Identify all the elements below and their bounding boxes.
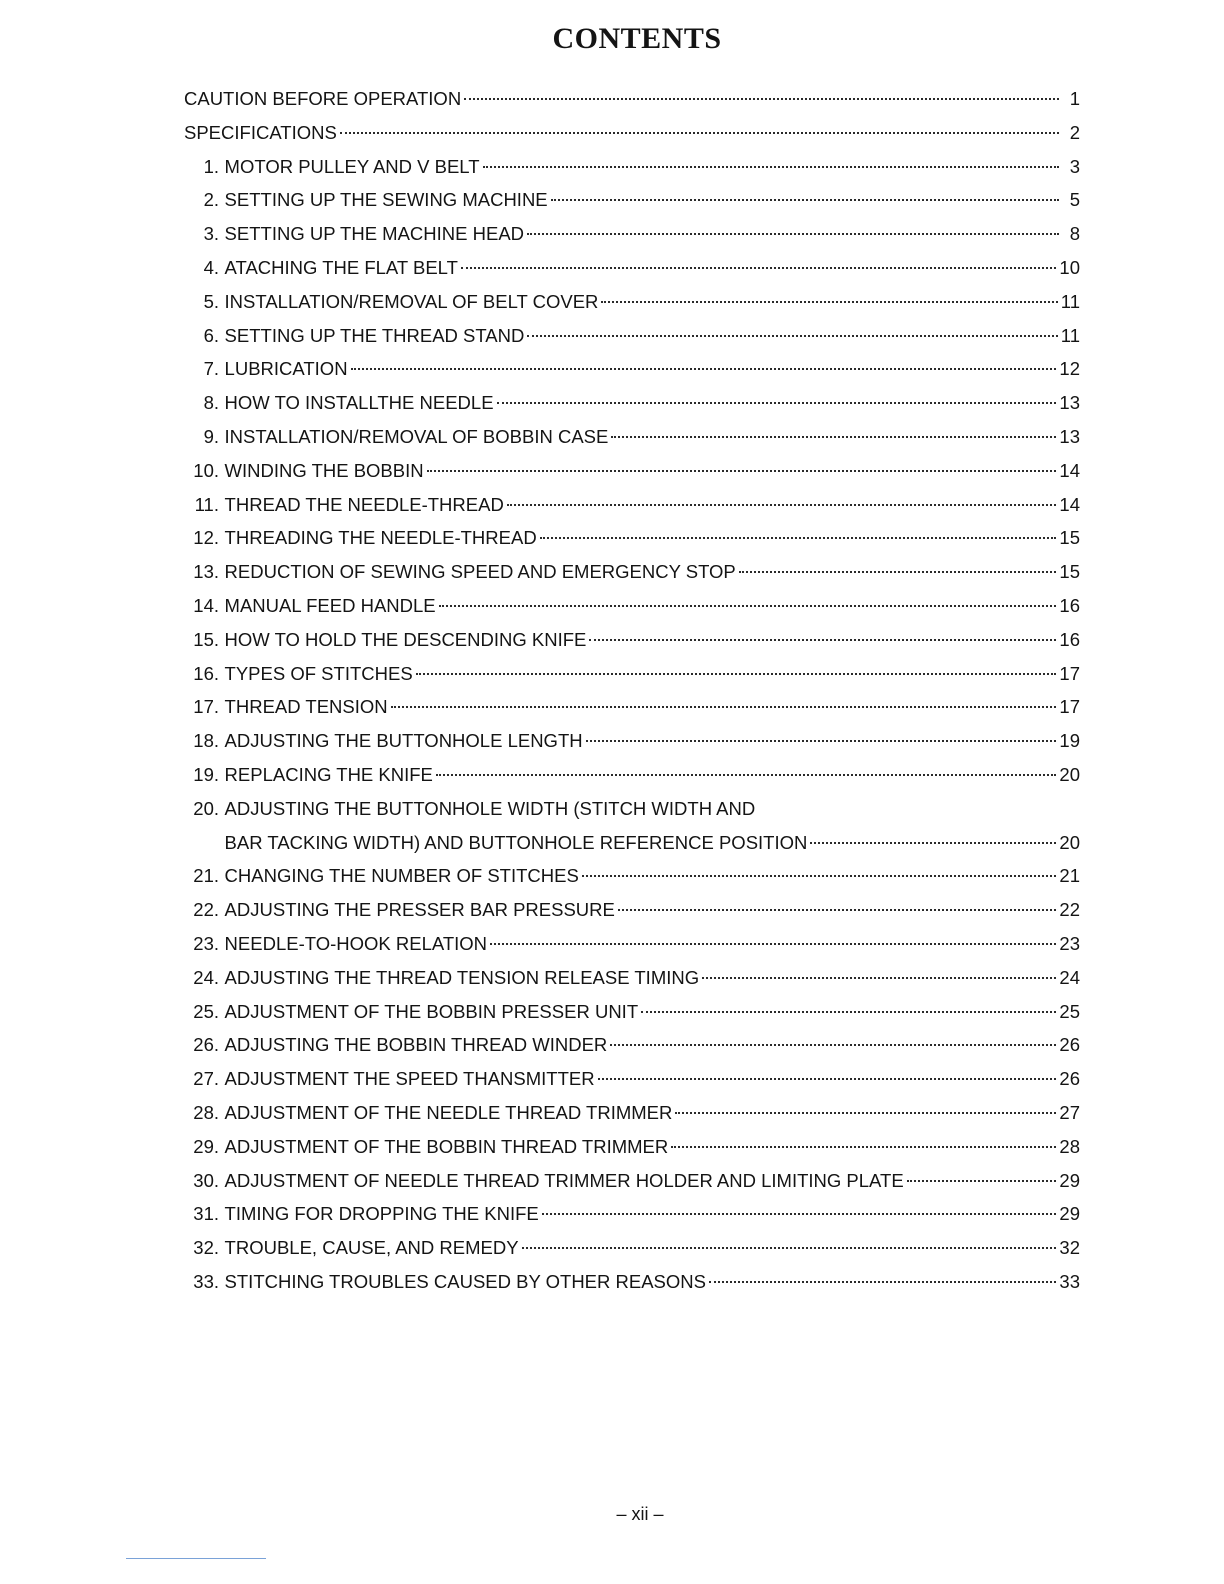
- dot-leader: [810, 836, 1056, 844]
- toc-entry-page: 3: [1069, 155, 1080, 177]
- toc-entry-page: 22: [1059, 899, 1080, 921]
- toc-entry-number: 26.: [193, 1034, 219, 1056]
- dot-leader: [490, 937, 1056, 945]
- toc-entry-title: INSTALLATION/REMOVAL OF BELT COVER: [224, 290, 599, 312]
- toc-entry[interactable]: [184, 762, 1080, 796]
- toc-entry[interactable]: [184, 424, 1080, 458]
- toc-entry-multiline: [225, 796, 1080, 864]
- toc-entry-page: 14: [1059, 459, 1080, 481]
- toc-entry-number: 21.: [193, 865, 219, 887]
- toc-entry-number: 12.: [193, 527, 219, 549]
- toc-entry-page: 15: [1059, 561, 1080, 583]
- toc-entry-number: 23.: [193, 932, 219, 954]
- toc-entry-page: 13: [1059, 425, 1080, 447]
- toc-entry[interactable]: [184, 390, 1080, 424]
- toc-entry[interactable]: [184, 1269, 1080, 1303]
- toc-entry-number: 5.: [203, 290, 219, 312]
- toc-entry[interactable]: [184, 796, 1080, 864]
- toc-entry-number: 22.: [193, 899, 219, 921]
- toc-entry[interactable]: [184, 356, 1080, 390]
- toc-entry[interactable]: [184, 221, 1080, 255]
- toc-entry[interactable]: [184, 458, 1080, 492]
- toc-entry-number: 16.: [193, 662, 219, 684]
- toc-entry-page: 28: [1059, 1135, 1080, 1157]
- toc-entry-title: ADJUSTING THE BOBBIN THREAD WINDER: [224, 1034, 608, 1056]
- toc-entry[interactable]: [184, 1032, 1080, 1066]
- dot-leader: [582, 869, 1057, 877]
- toc-entry-page: 19: [1059, 730, 1080, 752]
- toc-entry-number: 1.: [203, 155, 219, 177]
- toc-entry-title: ADJUSTMENT OF THE BOBBIN THREAD TRIMMER: [224, 1135, 669, 1157]
- toc-entry-number: 32.: [193, 1237, 219, 1259]
- toc-entry-number: 11.: [194, 493, 219, 515]
- toc-entry-title: MOTOR PULLEY AND V BELT: [224, 155, 480, 177]
- toc-entry[interactable]: [184, 931, 1080, 965]
- dot-leader: [527, 227, 1059, 235]
- toc-entry-page: 17: [1059, 696, 1080, 718]
- dot-leader: [340, 126, 1059, 134]
- toc-entry-number: 9.: [203, 425, 219, 447]
- toc-entry[interactable]: [184, 1066, 1080, 1100]
- dot-leader: [671, 1140, 1056, 1148]
- toc-entry[interactable]: [184, 86, 1080, 120]
- toc-entry-page: 10: [1059, 256, 1080, 278]
- toc-entry-number: 30.: [193, 1169, 219, 1191]
- toc-entry-page: 11: [1060, 324, 1080, 346]
- dot-leader: [483, 160, 1059, 168]
- toc-entry-page: 17: [1059, 662, 1080, 684]
- page-number: – xii –: [616, 1504, 664, 1524]
- dot-leader: [527, 329, 1057, 337]
- dot-leader: [586, 734, 1057, 742]
- dot-leader: [610, 1038, 1056, 1046]
- toc-entry-number: 15.: [193, 628, 219, 650]
- toc-entry-title: CHANGING THE NUMBER OF STITCHES: [224, 865, 579, 887]
- toc-entry-number: 10.: [193, 459, 219, 481]
- toc-entry-number: 2.: [203, 189, 219, 211]
- dot-leader: [540, 531, 1057, 539]
- toc-entry-title: ADJUSTING THE BUTTONHOLE WIDTH (STITCH WIDTH AND: [224, 797, 756, 819]
- toc-entry-number: 13.: [193, 561, 219, 583]
- toc-entry-title: HOW TO HOLD THE DESCENDING KNIFE: [224, 628, 587, 650]
- toc-entry[interactable]: [184, 1235, 1080, 1269]
- dot-leader: [675, 1106, 1056, 1114]
- dot-leader: [351, 362, 1057, 370]
- toc-entry[interactable]: [184, 525, 1080, 559]
- toc-entry-page: 27: [1059, 1101, 1080, 1123]
- toc-entry-title: SETTING UP THE THREAD STAND: [224, 324, 525, 346]
- dot-leader: [702, 971, 1056, 979]
- toc-entry[interactable]: [184, 154, 1080, 188]
- toc-entry-title: THREAD THE NEEDLE-THREAD: [224, 493, 504, 515]
- toc-entry-number: 31.: [193, 1203, 219, 1225]
- toc-entry[interactable]: [184, 559, 1080, 593]
- toc-entry-title: LUBRICATION: [224, 358, 348, 380]
- toc-entry-title: TYPES OF STITCHES: [224, 662, 413, 684]
- toc-entry-title: SPECIFICATIONS: [184, 121, 337, 143]
- toc-entry-page: 14: [1059, 493, 1080, 515]
- toc-entry-number: 27.: [193, 1068, 219, 1090]
- toc-entry[interactable]: [184, 120, 1080, 154]
- footnote-divider: [126, 1558, 266, 1559]
- toc-entry-page: 13: [1059, 392, 1080, 414]
- toc-entry[interactable]: [184, 1134, 1080, 1168]
- toc-entry[interactable]: [184, 1100, 1080, 1134]
- toc-entry[interactable]: [184, 965, 1080, 999]
- toc-entry-title: INSTALLATION/REMOVAL OF BOBBIN CASE: [224, 425, 609, 447]
- toc-entry-number: 6.: [203, 324, 219, 346]
- dot-leader: [611, 430, 1056, 438]
- toc-entry-page: 1: [1069, 88, 1080, 109]
- toc-entry-page: 33: [1059, 1270, 1080, 1292]
- toc-entry-title: STITCHING TROUBLES CAUSED BY OTHER REASONS: [224, 1270, 706, 1292]
- toc-entry[interactable]: [184, 593, 1080, 627]
- toc-entry-title: THREAD TENSION: [224, 696, 388, 718]
- toc-entry-number: 19.: [193, 763, 219, 785]
- toc-entry-page: 11: [1060, 290, 1080, 312]
- dot-leader: [551, 193, 1059, 201]
- toc-entry-title-continued: BAR TACKING WIDTH) AND BUTTONHOLE REFERENCE POSITION: [224, 831, 808, 853]
- toc-entry-page: 25: [1059, 1000, 1080, 1022]
- toc-entry-page: 2: [1069, 121, 1080, 143]
- dot-leader: [618, 903, 1057, 911]
- toc-entry-title: TIMING FOR DROPPING THE KNIFE: [224, 1203, 539, 1225]
- toc-entry-page: 29: [1059, 1169, 1080, 1191]
- toc-entry-number: 25.: [193, 1000, 219, 1022]
- toc-entry-title: REDUCTION OF SEWING SPEED AND EMERGENCY STOP: [224, 561, 736, 583]
- toc-entry[interactable]: [184, 627, 1080, 661]
- dot-leader: [427, 464, 1057, 472]
- dot-leader: [416, 667, 1057, 675]
- toc-entry-number: 29.: [193, 1135, 219, 1157]
- toc-entry-page: 21: [1059, 865, 1080, 887]
- toc-entry[interactable]: [184, 492, 1080, 526]
- toc-entry[interactable]: [184, 1168, 1080, 1202]
- dot-leader: [461, 261, 1057, 269]
- toc-entry-title: ADJUSTMENT OF THE BOBBIN PRESSER UNIT: [224, 1000, 639, 1022]
- toc-entry[interactable]: [184, 289, 1080, 323]
- toc-entry-title: TROUBLE, CAUSE, AND REMEDY: [224, 1237, 519, 1259]
- dot-leader: [497, 396, 1057, 404]
- toc-entry-page: 23: [1059, 932, 1080, 954]
- dot-leader: [507, 498, 1057, 506]
- toc-entry[interactable]: [184, 728, 1080, 762]
- toc-entry-number: 14.: [193, 594, 219, 616]
- toc-entry[interactable]: [184, 661, 1080, 695]
- toc-entry-page: 15: [1059, 527, 1080, 549]
- toc-entry-number: 33.: [193, 1270, 219, 1292]
- toc-entry-title: REPLACING THE KNIFE: [224, 763, 433, 785]
- dot-leader: [439, 599, 1057, 607]
- toc-entry[interactable]: [184, 255, 1080, 289]
- toc-entry-title: WINDING THE BOBBIN: [224, 459, 424, 481]
- toc-entry-page: 24: [1059, 966, 1080, 988]
- toc-entry[interactable]: [184, 897, 1080, 931]
- toc-entry-title: NEEDLE-TO-HOOK RELATION: [224, 932, 488, 954]
- toc-entry-title: CAUTION BEFORE OPERATION: [184, 88, 462, 109]
- toc-entry[interactable]: [184, 863, 1080, 897]
- toc-entry-number: 18.: [193, 730, 219, 752]
- toc-entry-page: 20: [1059, 831, 1080, 853]
- dot-leader: [436, 768, 1057, 776]
- toc-entry-title: ADJUSTMENT OF THE NEEDLE THREAD TRIMMER: [224, 1101, 673, 1123]
- toc-entry-title: SETTING UP THE SEWING MACHINE: [224, 189, 548, 211]
- toc-entry-number: 3.: [203, 223, 219, 245]
- toc-entry-title: ADJUSTING THE PRESSER BAR PRESSURE: [224, 899, 615, 921]
- page-title: CONTENTS: [552, 22, 722, 55]
- toc-entry-number: 4.: [203, 256, 219, 278]
- toc-entry-page: 5: [1069, 189, 1080, 211]
- toc-entry-page: 8: [1069, 223, 1080, 245]
- toc-entry-title: ATACHING THE FLAT BELT: [224, 256, 458, 278]
- toc-entry[interactable]: [184, 323, 1080, 357]
- toc-entry-line2: [225, 830, 1080, 864]
- toc-entry-number: 20.: [193, 797, 219, 819]
- toc-entry-page: 20: [1059, 763, 1080, 785]
- toc-entry-title: MANUAL FEED HANDLE: [224, 594, 436, 616]
- dot-leader: [709, 1275, 1056, 1283]
- toc-entry-page: 26: [1059, 1034, 1080, 1056]
- table-of-contents: [184, 86, 1080, 1303]
- toc-entry-title: ADJUSTING THE BUTTONHOLE LENGTH: [224, 730, 583, 752]
- dot-leader: [391, 700, 1057, 708]
- toc-entry-number: 24.: [193, 966, 219, 988]
- toc-entry-number: 28.: [193, 1101, 219, 1123]
- toc-entry-title: ADJUSTMENT THE SPEED THANSMITTER: [224, 1068, 595, 1090]
- toc-entry-number: 17.: [193, 696, 219, 718]
- toc-entry-page: 16: [1059, 594, 1080, 616]
- toc-entry[interactable]: [184, 187, 1080, 221]
- dot-leader: [601, 295, 1057, 303]
- toc-entry-page: 16: [1059, 628, 1080, 650]
- toc-entry-title: ADJUSTING THE THREAD TENSION RELEASE TIMING: [224, 966, 700, 988]
- toc-entry-page: 12: [1059, 358, 1080, 380]
- dot-leader: [589, 633, 1056, 641]
- dot-leader: [739, 565, 1057, 573]
- toc-entry-number: 7.: [203, 358, 219, 380]
- toc-entry-title: HOW TO INSTALLTHE NEEDLE: [224, 392, 494, 414]
- toc-entry-number: 8.: [203, 392, 219, 414]
- dot-leader: [464, 92, 1059, 100]
- dot-leader: [522, 1241, 1057, 1249]
- toc-entry-page: 32: [1059, 1237, 1080, 1259]
- toc-entry-title: THREADING THE NEEDLE-THREAD: [224, 527, 537, 549]
- toc-entry-page: 26: [1059, 1068, 1080, 1090]
- toc-entry[interactable]: [184, 1201, 1080, 1235]
- dot-leader: [641, 1005, 1056, 1013]
- toc-entry-page: 29: [1059, 1203, 1080, 1225]
- toc-entry-title: SETTING UP THE MACHINE HEAD: [224, 223, 525, 245]
- dot-leader: [542, 1207, 1057, 1215]
- toc-entry[interactable]: [184, 999, 1080, 1033]
- toc-entry-title: ADJUSTMENT OF NEEDLE THREAD TRIMMER HOLDER AND LIMITING PLATE: [224, 1169, 904, 1191]
- dot-leader: [598, 1072, 1057, 1080]
- toc-entry[interactable]: [184, 694, 1080, 728]
- dot-leader: [907, 1174, 1057, 1182]
